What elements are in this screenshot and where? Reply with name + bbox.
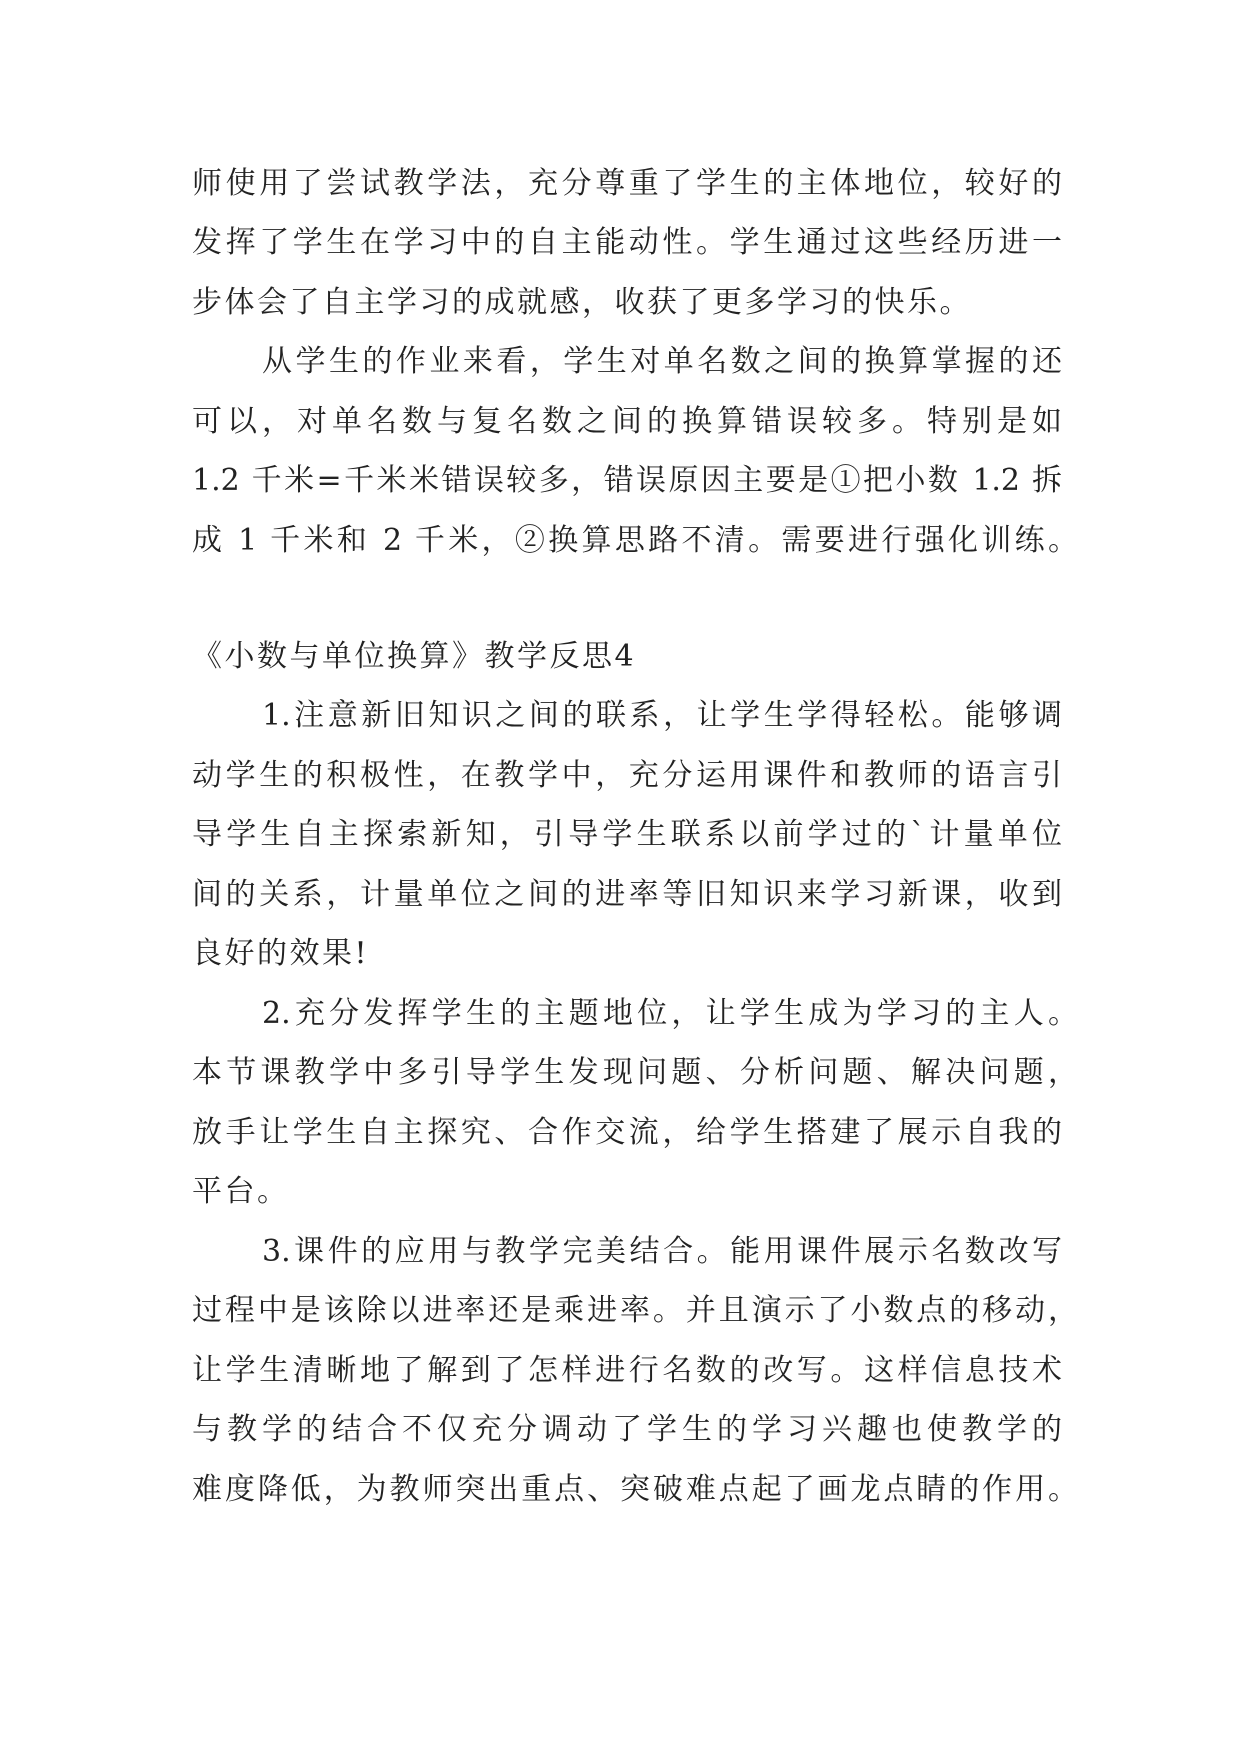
text-line: 导学生自主探索新知，引导学生联系以前学过的`计量单位 [192,817,1062,852]
text-line: 1.注意新旧知识之间的联系，让学生学得轻松。能够调 [262,698,1062,733]
text-line: 发挥了学生在学习中的自主能动性。学生通过这些经历进一 [192,225,1062,260]
text-line: 过程中是该除以进率还是乘进率。并且演示了小数点的移动， [192,1293,1078,1328]
text-line: 间的关系，计量单位之间的进率等旧知识来学习新课，收到 [192,877,1062,912]
text-line: 成 1 千米和 2 千米，②换算思路不清。需要进行强化训练。 [192,523,1078,558]
text-line: 步体会了自主学习的成就感，收获了更多学习的快乐。 [192,285,972,320]
text-line: 可以，对单名数与复名数之间的换算错误较多。特别是如 [192,404,1062,439]
text-line: 良好的效果! [192,936,370,971]
text-line: 1.2 千米=千米米错误较多，错误原因主要是①把小数 1.2 拆 [192,463,1062,498]
text-line: 动学生的积极性，在教学中，充分运用课件和教师的语言引 [192,758,1062,793]
text-line: 从学生的作业来看，学生对单名数之间的换算掌握的还 [262,344,1062,379]
text-line: 师使用了尝试教学法，充分尊重了学生的主体地位，较好的 [192,166,1062,201]
text-line: 与教学的结合不仅充分调动了学生的学习兴趣也使教学的 [192,1412,1062,1447]
text-line: 难度降低，为教师突出重点、突破难点起了画龙点睛的作用。 [192,1472,1078,1507]
text-line: 让学生清晰地了解到了怎样进行名数的改写。这样信息技术 [192,1353,1062,1388]
text-line: 放手让学生自主探究、合作交流，给学生搭建了展示自我的 [192,1115,1062,1150]
text-line: 本节课教学中多引导学生发现问题、分析问题、解决问题， [192,1055,1078,1090]
text-line: 3.课件的应用与教学完美结合。能用课件展示名数改写 [262,1234,1062,1269]
text-line: 平台。 [192,1174,290,1209]
text-line: 2.充分发挥学生的主题地位，让学生成为学习的主人。 [262,996,1078,1031]
section-heading: 《小数与单位换算》教学反思4 [192,639,637,674]
